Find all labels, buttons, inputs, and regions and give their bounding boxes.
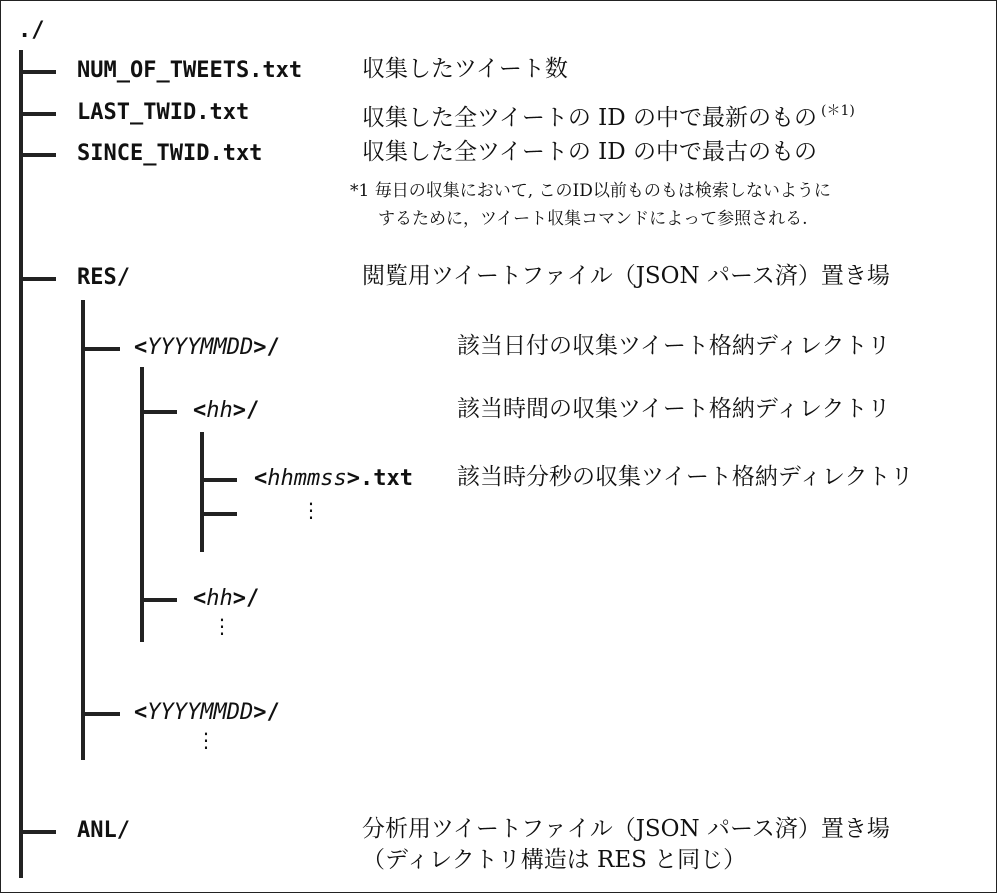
tree-trunk-root xyxy=(19,50,23,878)
tree-branch-anl xyxy=(19,830,56,834)
dir-date-2-close: >/ xyxy=(253,700,280,725)
dir-date-2-open: < xyxy=(134,700,148,725)
tree-trunk-res xyxy=(81,300,85,760)
file-num-of-tweets: NUM_OF_TWEETS.txt xyxy=(77,58,303,83)
dir-hour-2-var: hh xyxy=(206,586,233,611)
dir-anl: ANL/ xyxy=(77,818,130,843)
tree-branch-hour-dir-2 xyxy=(140,598,177,602)
file-time-close: >.txt xyxy=(346,466,413,491)
dir-hour-open: < xyxy=(193,398,207,423)
tree-branch-time-file xyxy=(200,478,237,482)
desc-anl-note: （ディレクトリ構造は RES と同じ） xyxy=(362,847,747,873)
desc-since-twid: 収集した全ツイートの ID の中で最古のもの xyxy=(362,139,817,165)
desc-hour-dir: 該当時間の収集ツイート格納ディレクトリ xyxy=(457,396,891,422)
desc-res: 閲覧用ツイートファイル（JSON パース済）置き場 xyxy=(362,263,890,289)
desc-date-dir: 該当日付の収集ツイート格納ディレクトリ xyxy=(457,333,891,359)
ellipsis-date-dirs: ⋮ xyxy=(196,728,216,752)
tree-branch-date-dir-2 xyxy=(81,712,120,716)
file-last-twid: LAST_TWID.txt xyxy=(77,100,250,125)
dir-hour-2 xyxy=(193,586,259,612)
file-since-twid: SINCE_TWID.txt xyxy=(77,141,263,166)
desc-time-file: 該当時分秒の収集ツイート格納ディレクトリ xyxy=(457,464,914,490)
footnote-line-1: *1 毎日の収集において, このID以前ものもは検索しないように xyxy=(350,181,831,201)
tree-branch-since-twid xyxy=(19,153,56,157)
tree-branch-time-file-2 xyxy=(200,512,237,516)
dir-date-open: < xyxy=(134,335,148,360)
root-dir-label: ./ xyxy=(18,18,45,43)
tree-branch-date-dir xyxy=(81,347,120,351)
ellipsis-time-files: ⋮ xyxy=(301,498,321,522)
tree-branch-hour-dir xyxy=(140,410,177,414)
dir-date-2-var: YYYYMMDD xyxy=(147,700,254,725)
footnote-ref: (＊1) xyxy=(821,103,855,119)
tree-branch-num-of-tweets xyxy=(19,70,56,74)
desc-num-of-tweets: 収集したツイート数 xyxy=(362,56,568,82)
desc-last-twid xyxy=(362,97,855,132)
desc-last-twid-text: 収集した全ツイートの ID の中で最新のもの xyxy=(362,105,817,131)
ellipsis-hour-dirs: ⋮ xyxy=(212,614,232,638)
desc-anl: 分析用ツイートファイル（JSON パース済）置き場 xyxy=(362,816,890,842)
tree-trunk-hour-dir xyxy=(200,432,204,552)
dir-date xyxy=(134,335,280,361)
tree-branch-res xyxy=(19,277,56,281)
file-time-open: < xyxy=(254,466,268,491)
dir-hour-var: hh xyxy=(206,398,233,423)
dir-res: RES/ xyxy=(77,265,130,290)
dir-hour xyxy=(193,398,259,424)
dir-date-2 xyxy=(134,700,280,726)
tree-branch-last-twid xyxy=(19,112,56,116)
file-time-var: hhmmss xyxy=(267,466,347,491)
file-time xyxy=(254,466,413,492)
footnote-line-2: するために，ツイート収集コマンドによって参照される. xyxy=(378,209,808,229)
dir-date-var: YYYYMMDD xyxy=(147,335,254,360)
dir-hour-2-close: >/ xyxy=(232,586,260,611)
dir-hour-close: >/ xyxy=(232,398,260,423)
dir-date-close: >/ xyxy=(253,335,280,360)
dir-hour-2-open: < xyxy=(193,586,207,611)
